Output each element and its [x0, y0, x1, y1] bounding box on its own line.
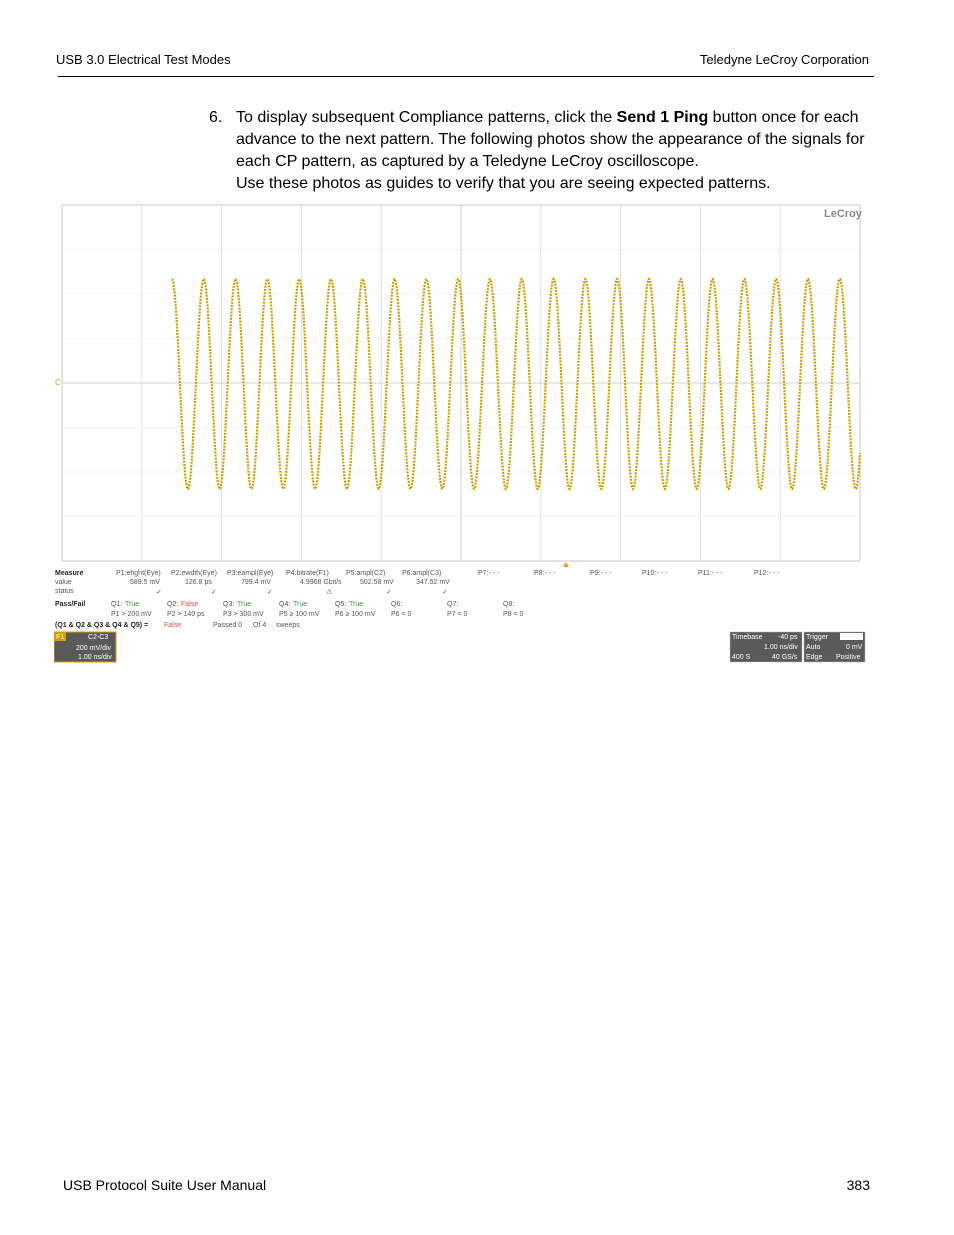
header-rule — [58, 76, 874, 77]
qualifier-name: Q1: — [111, 601, 123, 608]
timebase-rate: 1.00 ns/div — [764, 644, 798, 651]
step-text-after: button once for each advance to the next pattern. The following photos show the appearance of the signals for each CP pattern, as captured by a Teledyne LeCroy oscilloscope. — [236, 109, 865, 170]
footer-manual-title: USB Protocol Suite User Manual — [63, 1177, 267, 1193]
qualifier-condition: P2 > 140 ps — [167, 611, 205, 618]
timebase-descriptor[interactable] — [730, 632, 802, 662]
qualifier-condition: P5 ≥ 100 mV — [279, 611, 320, 618]
qualifier-result: True — [349, 601, 364, 608]
qualifier-result: True — [293, 601, 308, 608]
param-status: ✓ — [211, 589, 217, 596]
param-status: ✓ — [156, 589, 162, 596]
f1-channel-descriptor[interactable] — [54, 632, 116, 662]
qualifier-condition: P8 < 0 — [503, 611, 524, 618]
channel-marker: C — [55, 378, 61, 387]
measure-row-label: status — [55, 588, 74, 595]
lecroy-logo: LeCroy — [824, 208, 862, 220]
qualifier-name: Q5: — [335, 601, 347, 608]
oscilloscope-screenshot — [54, 203, 866, 665]
step-text — [236, 107, 886, 195]
qualifier-result: False — [181, 601, 199, 608]
param-name[interactable]: P7:- - - — [478, 570, 500, 577]
summary-of: Of 4 — [253, 622, 267, 629]
qualifier-name: Q6: — [391, 601, 403, 608]
timebase-sample-rate: 40 GS/s — [772, 654, 798, 661]
passfail-label: Pass/Fail — [55, 601, 86, 608]
param-status: ✓ — [386, 589, 392, 596]
f1-scale: 200 mV/div — [76, 645, 112, 652]
param-name[interactable]: P1:ehght(Eye) — [116, 570, 161, 577]
param-value: 347.52 mV — [416, 579, 450, 586]
qualifier-result: True — [237, 601, 252, 608]
param-name[interactable]: P2:ewdth(Eye) — [171, 570, 217, 577]
summary-result: False — [164, 622, 182, 629]
param-value: 589.5 mV — [130, 579, 160, 586]
measure-row-label: value — [55, 579, 72, 586]
qualifier-name: Q7: — [447, 601, 459, 608]
qualifier-condition: P7 < 0 — [447, 611, 468, 618]
qualifier-name: Q8: — [503, 601, 515, 608]
step-text-line2: Use these photos as guides to verify that you are seeing expected patterns. — [236, 175, 771, 192]
trigger-label: Trigger — [806, 634, 828, 641]
summary-passed: Passed 0 — [213, 622, 243, 629]
param-name[interactable]: P10:- - - — [642, 570, 668, 577]
qualifier-condition: P6 ≥ 100 mV — [335, 611, 376, 618]
measure-row-label: Measure — [55, 570, 84, 577]
param-name[interactable]: P5:ampl(C2) — [346, 570, 386, 577]
param-name[interactable]: P11:- - - — [698, 570, 723, 577]
f1-tag: C2-C3 — [88, 634, 109, 641]
param-name[interactable]: P6:ampl(C3) — [402, 570, 442, 577]
trigger-position-marker — [563, 562, 569, 567]
step-number: 6. — [209, 109, 223, 126]
trigger-type: Edge — [806, 654, 823, 661]
qualifier-name: Q3: — [223, 601, 235, 608]
timebase-samples: 400 S — [732, 654, 751, 661]
param-value: 502.58 mV — [360, 579, 394, 586]
param-name[interactable]: P9:- - - — [590, 570, 612, 577]
qualifier-condition: P3 > 300 mV — [223, 611, 264, 618]
summary-sweeps: sweeps — [276, 622, 300, 629]
qualifier-condition: P1 > 200 mV — [111, 611, 152, 618]
trigger-level: 0 mV — [846, 644, 863, 651]
param-status: ⚠ — [326, 589, 333, 596]
running-header-right: Teledyne LeCroy Corporation — [699, 52, 869, 67]
param-name[interactable]: P4:bitrate(F1) — [286, 570, 329, 577]
param-value: 4.9968 Gbit/s — [300, 579, 342, 586]
page-number: 383 — [846, 1177, 870, 1193]
timebase-label: Timebase — [732, 634, 763, 641]
param-name[interactable]: P8:- - - — [534, 570, 556, 577]
param-status: ✓ — [267, 589, 273, 596]
summary-expression: (Q1 & Q2 & Q3 & Q4 & Q5) = — [55, 622, 149, 629]
qualifier-name: Q4: — [279, 601, 291, 608]
qualifier-condition: P6 < 0 — [391, 611, 412, 618]
qualifier-name: Q2: — [167, 601, 179, 608]
param-value: 799.4 mV — [241, 579, 271, 586]
timebase-offset: -40 ps — [778, 634, 798, 641]
param-status: ✓ — [442, 589, 448, 596]
f1-label: F1 — [56, 634, 65, 641]
param-value: 126.8 ps — [185, 579, 212, 586]
step-text-before: To display subsequent Compliance patterns, click the — [236, 109, 617, 126]
running-header-left: USB 3.0 Electrical Test Modes — [56, 52, 231, 67]
trigger-descriptor[interactable] — [804, 632, 865, 662]
param-name[interactable]: P3:eampl(Eye) — [227, 570, 274, 577]
f1-time: 1.00 ns/div — [78, 654, 112, 661]
param-name[interactable]: P12:- - - — [754, 570, 780, 577]
trigger-mode: Auto — [806, 644, 821, 651]
send-1-ping-label: Send 1 Ping — [616, 109, 709, 126]
measure-table — [55, 570, 780, 629]
trigger-slope: Positive — [836, 654, 861, 661]
qualifier-result: True — [125, 601, 140, 608]
